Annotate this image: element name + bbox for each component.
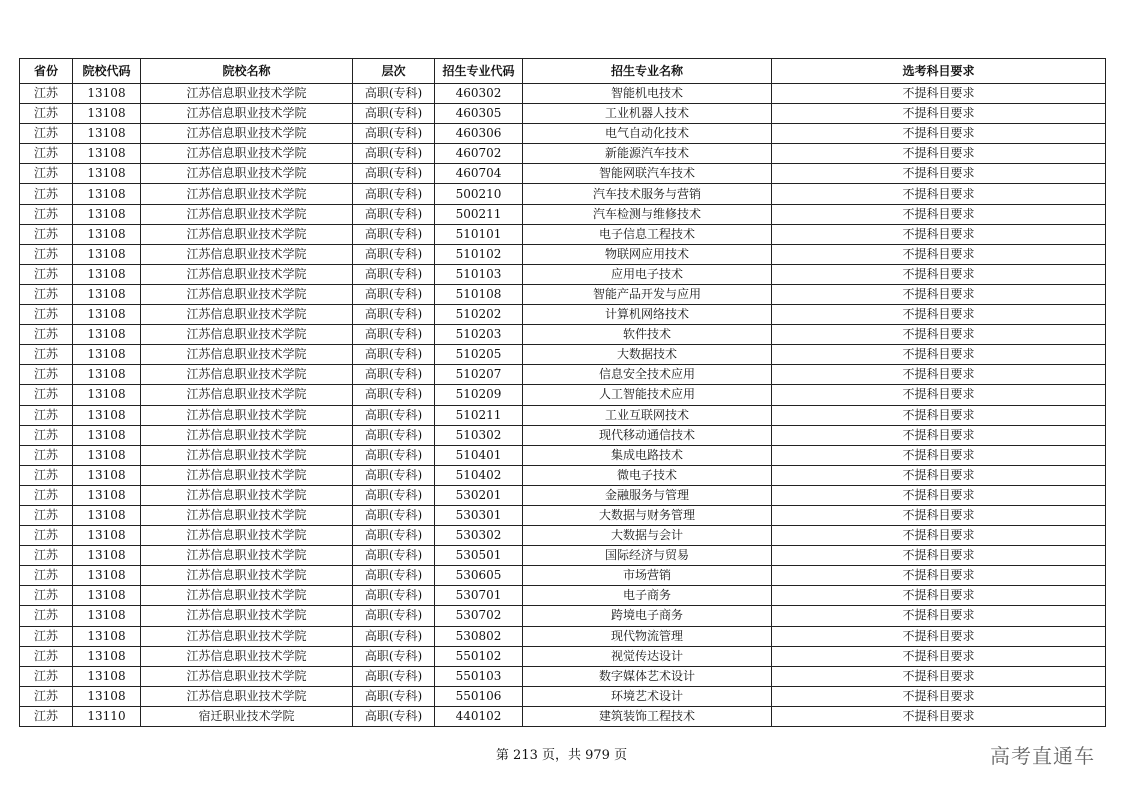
cell-province: 江苏 xyxy=(20,606,73,626)
cell-school-code: 13108 xyxy=(73,284,141,304)
cell-school-name: 江苏信息职业技术学院 xyxy=(141,224,353,244)
cell-major-code: 440102 xyxy=(435,706,523,726)
cell-major-name: 汽车检测与维修技术 xyxy=(523,204,772,224)
cell-level: 高职(专科) xyxy=(353,686,435,706)
cell-subject-requirement: 不提科目要求 xyxy=(772,526,1106,546)
cell-school-name: 江苏信息职业技术学院 xyxy=(141,104,353,124)
cell-province: 江苏 xyxy=(20,626,73,646)
cell-school-code: 13108 xyxy=(73,385,141,405)
cell-major-code: 460704 xyxy=(435,164,523,184)
table-row xyxy=(20,666,1106,686)
cell-major-name: 国际经济与贸易 xyxy=(523,546,772,566)
cell-major-name: 现代物流管理 xyxy=(523,626,772,646)
table-row xyxy=(20,526,1106,546)
cell-school-name: 江苏信息职业技术学院 xyxy=(141,445,353,465)
cell-level: 高职(专科) xyxy=(353,465,435,485)
cell-subject-requirement: 不提科目要求 xyxy=(772,224,1106,244)
cell-major-name: 数字媒体艺术设计 xyxy=(523,666,772,686)
cell-school-code: 13108 xyxy=(73,626,141,646)
table-row xyxy=(20,184,1106,204)
cell-major-code: 510205 xyxy=(435,345,523,365)
cell-level: 高职(专科) xyxy=(353,405,435,425)
cell-school-code: 13110 xyxy=(73,706,141,726)
cell-school-name: 江苏信息职业技术学院 xyxy=(141,566,353,586)
cell-level: 高职(专科) xyxy=(353,546,435,566)
cell-subject-requirement: 不提科目要求 xyxy=(772,144,1106,164)
cell-school-name: 江苏信息职业技术学院 xyxy=(141,385,353,405)
cell-school-name: 江苏信息职业技术学院 xyxy=(141,325,353,345)
cell-major-name: 微电子技术 xyxy=(523,465,772,485)
cell-major-name: 跨境电子商务 xyxy=(523,606,772,626)
cell-province: 江苏 xyxy=(20,566,73,586)
cell-major-name: 信息安全技术应用 xyxy=(523,365,772,385)
cell-major-name: 大数据与财务管理 xyxy=(523,505,772,525)
cell-major-name: 新能源汽车技术 xyxy=(523,144,772,164)
cell-subject-requirement: 不提科目要求 xyxy=(772,164,1106,184)
cell-school-name: 江苏信息职业技术学院 xyxy=(141,425,353,445)
cell-school-code: 13108 xyxy=(73,325,141,345)
cell-level: 高职(专科) xyxy=(353,305,435,325)
cell-province: 江苏 xyxy=(20,706,73,726)
cell-school-code: 13108 xyxy=(73,305,141,325)
cell-major-name: 软件技术 xyxy=(523,325,772,345)
cell-subject-requirement: 不提科目要求 xyxy=(772,244,1106,264)
cell-major-code: 460702 xyxy=(435,144,523,164)
cell-province: 江苏 xyxy=(20,666,73,686)
cell-school-name: 江苏信息职业技术学院 xyxy=(141,526,353,546)
cell-level: 高职(专科) xyxy=(353,526,435,546)
cell-major-name: 汽车技术服务与营销 xyxy=(523,184,772,204)
cell-school-code: 13108 xyxy=(73,345,141,365)
cell-major-code: 510211 xyxy=(435,405,523,425)
cell-school-code: 13108 xyxy=(73,666,141,686)
cell-school-name: 江苏信息职业技术学院 xyxy=(141,465,353,485)
cell-province: 江苏 xyxy=(20,184,73,204)
cell-level: 高职(专科) xyxy=(353,104,435,124)
cell-province: 江苏 xyxy=(20,345,73,365)
table-row xyxy=(20,264,1106,284)
cell-major-code: 530302 xyxy=(435,526,523,546)
cell-level: 高职(专科) xyxy=(353,365,435,385)
cell-province: 江苏 xyxy=(20,485,73,505)
cell-major-code: 460306 xyxy=(435,124,523,144)
cell-level: 高职(专科) xyxy=(353,284,435,304)
cell-subject-requirement: 不提科目要求 xyxy=(772,325,1106,345)
cell-subject-requirement: 不提科目要求 xyxy=(772,365,1106,385)
cell-school-name: 江苏信息职业技术学院 xyxy=(141,345,353,365)
header-row xyxy=(20,59,1106,84)
cell-level: 高职(专科) xyxy=(353,666,435,686)
header-major-code: 招生专业代码 xyxy=(435,59,523,84)
table-row xyxy=(20,365,1106,385)
cell-subject-requirement: 不提科目要求 xyxy=(772,485,1106,505)
table-row xyxy=(20,566,1106,586)
cell-level: 高职(专科) xyxy=(353,264,435,284)
cell-school-code: 13108 xyxy=(73,264,141,284)
cell-school-name: 江苏信息职业技术学院 xyxy=(141,405,353,425)
cell-school-code: 13108 xyxy=(73,526,141,546)
cell-school-code: 13108 xyxy=(73,646,141,666)
cell-major-name: 电气自动化技术 xyxy=(523,124,772,144)
cell-school-name: 江苏信息职业技术学院 xyxy=(141,666,353,686)
table-row xyxy=(20,84,1106,104)
cell-major-name: 智能产品开发与应用 xyxy=(523,284,772,304)
cell-subject-requirement: 不提科目要求 xyxy=(772,445,1106,465)
cell-province: 江苏 xyxy=(20,284,73,304)
cell-level: 高职(专科) xyxy=(353,606,435,626)
cell-level: 高职(专科) xyxy=(353,84,435,104)
cell-school-name: 江苏信息职业技术学院 xyxy=(141,686,353,706)
cell-school-name: 江苏信息职业技术学院 xyxy=(141,546,353,566)
cell-major-code: 510401 xyxy=(435,445,523,465)
cell-subject-requirement: 不提科目要求 xyxy=(772,666,1106,686)
cell-level: 高职(专科) xyxy=(353,144,435,164)
cell-major-code: 530201 xyxy=(435,485,523,505)
cell-major-code: 550106 xyxy=(435,686,523,706)
table-row xyxy=(20,425,1106,445)
cell-major-name: 应用电子技术 xyxy=(523,264,772,284)
cell-major-code: 460305 xyxy=(435,104,523,124)
cell-subject-requirement: 不提科目要求 xyxy=(772,184,1106,204)
header-level: 层次 xyxy=(353,59,435,84)
cell-province: 江苏 xyxy=(20,686,73,706)
cell-subject-requirement: 不提科目要求 xyxy=(772,124,1106,144)
cell-school-name: 宿迁职业技术学院 xyxy=(141,706,353,726)
table-row xyxy=(20,546,1106,566)
cell-level: 高职(专科) xyxy=(353,244,435,264)
cell-major-name: 集成电路技术 xyxy=(523,445,772,465)
cell-major-code: 530802 xyxy=(435,626,523,646)
cell-school-name: 江苏信息职业技术学院 xyxy=(141,606,353,626)
table-row xyxy=(20,325,1106,345)
header-major-name: 招生专业名称 xyxy=(523,59,772,84)
cell-major-name: 物联网应用技术 xyxy=(523,244,772,264)
cell-school-name: 江苏信息职业技术学院 xyxy=(141,586,353,606)
cell-school-code: 13108 xyxy=(73,365,141,385)
cell-province: 江苏 xyxy=(20,325,73,345)
table-row xyxy=(20,385,1106,405)
cell-province: 江苏 xyxy=(20,264,73,284)
cell-province: 江苏 xyxy=(20,405,73,425)
watermark: 高考直通车 xyxy=(990,744,1095,768)
cell-school-code: 13108 xyxy=(73,104,141,124)
cell-major-code: 550103 xyxy=(435,666,523,686)
table-row xyxy=(20,465,1106,485)
table-row xyxy=(20,104,1106,124)
cell-province: 江苏 xyxy=(20,164,73,184)
cell-major-name: 工业互联网技术 xyxy=(523,405,772,425)
cell-school-name: 江苏信息职业技术学院 xyxy=(141,204,353,224)
header-school-code: 院校代码 xyxy=(73,59,141,84)
cell-major-name: 现代移动通信技术 xyxy=(523,425,772,445)
cell-major-code: 510102 xyxy=(435,244,523,264)
cell-major-name: 计算机网络技术 xyxy=(523,305,772,325)
cell-major-name: 大数据技术 xyxy=(523,345,772,365)
cell-major-name: 智能机电技术 xyxy=(523,84,772,104)
cell-major-code: 530301 xyxy=(435,505,523,525)
cell-subject-requirement: 不提科目要求 xyxy=(772,546,1106,566)
cell-province: 江苏 xyxy=(20,425,73,445)
cell-school-name: 江苏信息职业技术学院 xyxy=(141,305,353,325)
cell-province: 江苏 xyxy=(20,305,73,325)
cell-subject-requirement: 不提科目要求 xyxy=(772,84,1106,104)
cell-major-code: 500210 xyxy=(435,184,523,204)
cell-school-name: 江苏信息职业技术学院 xyxy=(141,84,353,104)
cell-level: 高职(专科) xyxy=(353,325,435,345)
table-row xyxy=(20,646,1106,666)
cell-school-name: 江苏信息职业技术学院 xyxy=(141,485,353,505)
header-province: 省份 xyxy=(20,59,73,84)
header-school-name: 院校名称 xyxy=(141,59,353,84)
cell-subject-requirement: 不提科目要求 xyxy=(772,104,1106,124)
table-row xyxy=(20,505,1106,525)
cell-province: 江苏 xyxy=(20,84,73,104)
cell-level: 高职(专科) xyxy=(353,164,435,184)
cell-province: 江苏 xyxy=(20,385,73,405)
cell-subject-requirement: 不提科目要求 xyxy=(772,264,1106,284)
cell-major-code: 460302 xyxy=(435,84,523,104)
cell-major-code: 510103 xyxy=(435,264,523,284)
cell-subject-requirement: 不提科目要求 xyxy=(772,385,1106,405)
cell-level: 高职(专科) xyxy=(353,586,435,606)
cell-level: 高职(专科) xyxy=(353,385,435,405)
cell-major-code: 510203 xyxy=(435,325,523,345)
cell-subject-requirement: 不提科目要求 xyxy=(772,606,1106,626)
cell-level: 高职(专科) xyxy=(353,566,435,586)
cell-level: 高职(专科) xyxy=(353,124,435,144)
cell-province: 江苏 xyxy=(20,104,73,124)
cell-major-name: 金融服务与管理 xyxy=(523,485,772,505)
cell-major-name: 视觉传达设计 xyxy=(523,646,772,666)
cell-school-code: 13108 xyxy=(73,184,141,204)
cell-level: 高职(专科) xyxy=(353,445,435,465)
cell-subject-requirement: 不提科目要求 xyxy=(772,626,1106,646)
table-row xyxy=(20,164,1106,184)
cell-major-code: 510302 xyxy=(435,425,523,445)
cell-subject-requirement: 不提科目要求 xyxy=(772,686,1106,706)
cell-level: 高职(专科) xyxy=(353,345,435,365)
cell-major-code: 530605 xyxy=(435,566,523,586)
cell-major-code: 500211 xyxy=(435,204,523,224)
cell-school-code: 13108 xyxy=(73,224,141,244)
cell-major-code: 530501 xyxy=(435,546,523,566)
cell-subject-requirement: 不提科目要求 xyxy=(772,345,1106,365)
cell-level: 高职(专科) xyxy=(353,224,435,244)
cell-province: 江苏 xyxy=(20,144,73,164)
header-subject-requirement: 选考科目要求 xyxy=(772,59,1106,84)
cell-level: 高职(专科) xyxy=(353,184,435,204)
cell-major-code: 510101 xyxy=(435,224,523,244)
cell-school-name: 江苏信息职业技术学院 xyxy=(141,164,353,184)
cell-province: 江苏 xyxy=(20,224,73,244)
cell-school-name: 江苏信息职业技术学院 xyxy=(141,244,353,264)
cell-major-code: 530702 xyxy=(435,606,523,626)
table-row xyxy=(20,284,1106,304)
table-row xyxy=(20,606,1106,626)
cell-subject-requirement: 不提科目要求 xyxy=(772,204,1106,224)
table-row xyxy=(20,144,1106,164)
cell-province: 江苏 xyxy=(20,546,73,566)
cell-subject-requirement: 不提科目要求 xyxy=(772,706,1106,726)
cell-school-name: 江苏信息职业技术学院 xyxy=(141,124,353,144)
cell-school-code: 13108 xyxy=(73,505,141,525)
cell-major-code: 530701 xyxy=(435,586,523,606)
cell-major-code: 510108 xyxy=(435,284,523,304)
cell-subject-requirement: 不提科目要求 xyxy=(772,586,1106,606)
cell-school-code: 13108 xyxy=(73,144,141,164)
table-row xyxy=(20,224,1106,244)
table-row xyxy=(20,305,1106,325)
cell-major-name: 环境艺术设计 xyxy=(523,686,772,706)
page-number: 第 213 页，共 979 页 xyxy=(495,748,628,763)
cell-subject-requirement: 不提科目要求 xyxy=(772,405,1106,425)
table-row xyxy=(20,485,1106,505)
cell-level: 高职(专科) xyxy=(353,485,435,505)
cell-province: 江苏 xyxy=(20,526,73,546)
table-row xyxy=(20,586,1106,606)
table-row xyxy=(20,686,1106,706)
table-row xyxy=(20,706,1106,726)
cell-school-code: 13108 xyxy=(73,124,141,144)
cell-subject-requirement: 不提科目要求 xyxy=(772,425,1106,445)
cell-major-name: 建筑装饰工程技术 xyxy=(523,706,772,726)
cell-province: 江苏 xyxy=(20,244,73,264)
table-row xyxy=(20,626,1106,646)
cell-province: 江苏 xyxy=(20,586,73,606)
cell-subject-requirement: 不提科目要求 xyxy=(772,284,1106,304)
cell-level: 高职(专科) xyxy=(353,425,435,445)
cell-level: 高职(专科) xyxy=(353,204,435,224)
cell-province: 江苏 xyxy=(20,204,73,224)
cell-major-code: 510209 xyxy=(435,385,523,405)
cell-major-name: 智能网联汽车技术 xyxy=(523,164,772,184)
cell-school-code: 13108 xyxy=(73,465,141,485)
cell-major-code: 510207 xyxy=(435,365,523,385)
cell-level: 高职(专科) xyxy=(353,626,435,646)
cell-major-name: 市场营销 xyxy=(523,566,772,586)
cell-school-name: 江苏信息职业技术学院 xyxy=(141,646,353,666)
cell-subject-requirement: 不提科目要求 xyxy=(772,566,1106,586)
cell-major-code: 510402 xyxy=(435,465,523,485)
cell-province: 江苏 xyxy=(20,445,73,465)
cell-school-name: 江苏信息职业技术学院 xyxy=(141,505,353,525)
cell-major-name: 大数据与会计 xyxy=(523,526,772,546)
table-row xyxy=(20,405,1106,425)
cell-province: 江苏 xyxy=(20,646,73,666)
cell-school-code: 13108 xyxy=(73,686,141,706)
cell-school-code: 13108 xyxy=(73,586,141,606)
cell-province: 江苏 xyxy=(20,505,73,525)
table-row xyxy=(20,244,1106,264)
cell-province: 江苏 xyxy=(20,365,73,385)
cell-school-code: 13108 xyxy=(73,445,141,465)
cell-school-code: 13108 xyxy=(73,546,141,566)
cell-province: 江苏 xyxy=(20,465,73,485)
table-row xyxy=(20,204,1106,224)
cell-subject-requirement: 不提科目要求 xyxy=(772,646,1106,666)
cell-subject-requirement: 不提科目要求 xyxy=(772,465,1106,485)
cell-school-code: 13108 xyxy=(73,204,141,224)
cell-school-code: 13108 xyxy=(73,606,141,626)
cell-major-name: 电子商务 xyxy=(523,586,772,606)
cell-subject-requirement: 不提科目要求 xyxy=(772,505,1106,525)
table-row xyxy=(20,124,1106,144)
cell-school-name: 江苏信息职业技术学院 xyxy=(141,284,353,304)
cell-school-name: 江苏信息职业技术学院 xyxy=(141,264,353,284)
cell-school-name: 江苏信息职业技术学院 xyxy=(141,144,353,164)
table-body xyxy=(20,84,1106,727)
cell-subject-requirement: 不提科目要求 xyxy=(772,305,1106,325)
cell-level: 高职(专科) xyxy=(353,706,435,726)
table-row xyxy=(20,345,1106,365)
cell-school-name: 江苏信息职业技术学院 xyxy=(141,184,353,204)
cell-major-name: 工业机器人技术 xyxy=(523,104,772,124)
cell-school-code: 13108 xyxy=(73,244,141,264)
cell-major-name: 电子信息工程技术 xyxy=(523,224,772,244)
cell-school-name: 江苏信息职业技术学院 xyxy=(141,365,353,385)
cell-school-code: 13108 xyxy=(73,566,141,586)
cell-school-code: 13108 xyxy=(73,84,141,104)
admissions-table xyxy=(19,58,1106,727)
cell-province: 江苏 xyxy=(20,124,73,144)
cell-school-code: 13108 xyxy=(73,425,141,445)
cell-school-code: 13108 xyxy=(73,164,141,184)
cell-major-name: 人工智能技术应用 xyxy=(523,385,772,405)
table-row xyxy=(20,445,1106,465)
cell-level: 高职(专科) xyxy=(353,646,435,666)
cell-school-name: 江苏信息职业技术学院 xyxy=(141,626,353,646)
cell-major-code: 510202 xyxy=(435,305,523,325)
cell-school-code: 13108 xyxy=(73,485,141,505)
cell-level: 高职(专科) xyxy=(353,505,435,525)
cell-major-code: 550102 xyxy=(435,646,523,666)
cell-school-code: 13108 xyxy=(73,405,141,425)
